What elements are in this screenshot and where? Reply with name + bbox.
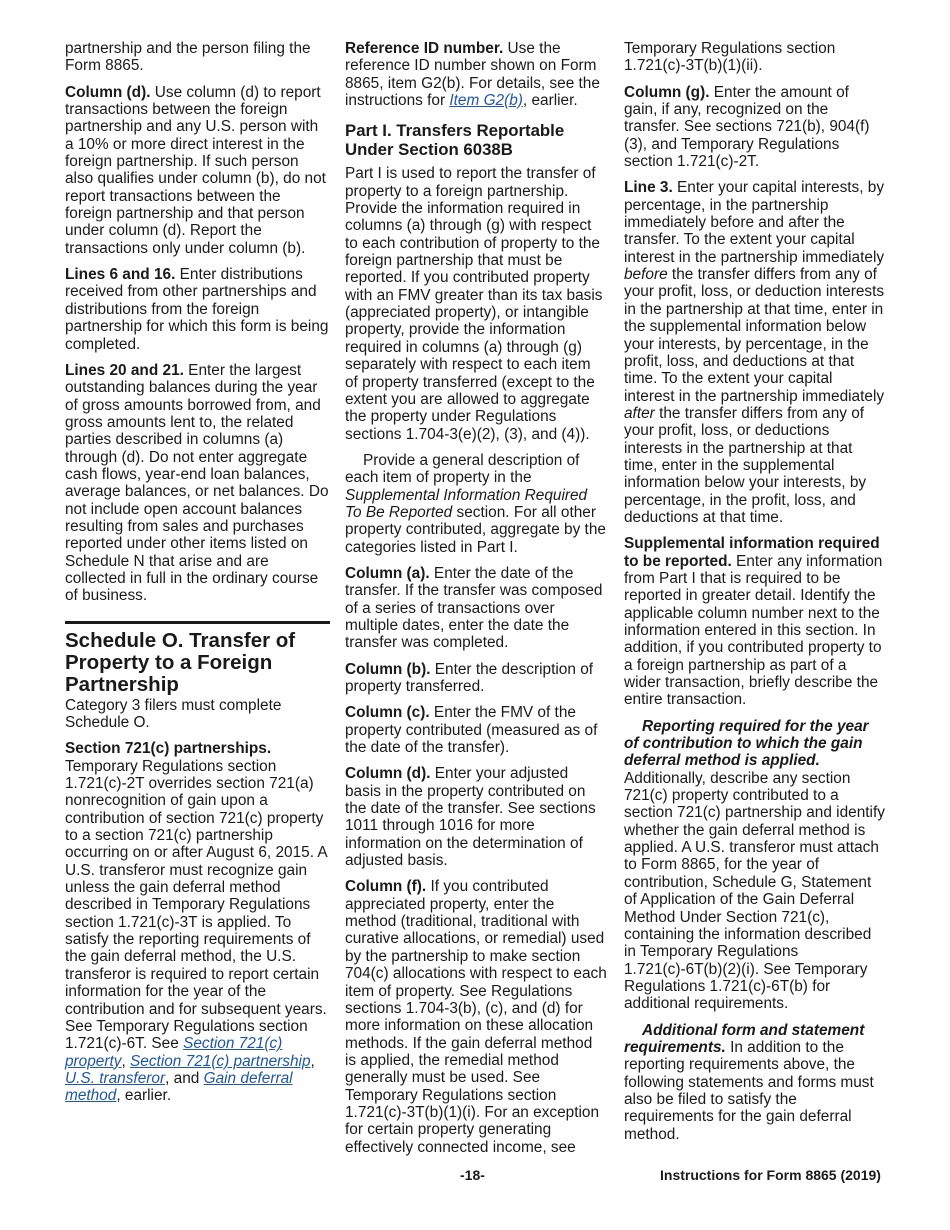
italic-text: before: [624, 266, 668, 284]
schedule-o-subtitle: [65, 697, 330, 732]
lead-heading: Column (g).: [624, 83, 710, 101]
paragraph-column-a: [345, 565, 607, 652]
column-right: [624, 40, 886, 1152]
footer-form-title: Instructions for Form 8865 (2019): [660, 1167, 881, 1183]
lead-heading: Reference ID number.: [345, 40, 504, 57]
text: partnership and the person filing the Form 8865.: [65, 40, 311, 75]
text: If you contributed appreciated property, enter the method (traditional, traditional with curative allocations, or remedial) used by the partnership to make section 704(c) allocations with respect to each item of property. See Regulations sections 1.704-3(b), (c), and (d) for more information on these allocation methods. If the gain deferral method is applied, the remedial method generally must be used. See Temporary Regulations section 1.721(c)-3T(b)(1)(i). For an exception for certain property generating effectively connected income, see: [345, 878, 607, 1156]
lead-heading: Column (b).: [345, 660, 431, 678]
text: Category 3 filers must complete Schedule O.: [65, 696, 282, 731]
lead-heading: Supplemental information required to be reported.: [624, 535, 880, 570]
bold-italic-heading: Additional form and statement requirements.: [624, 1021, 865, 1056]
link-gain-deferral-method[interactable]: Gain deferral method: [65, 1069, 293, 1105]
text: Enter the description of property transferred.: [345, 660, 594, 695]
text: the transfer differs from any of your profit, loss, or deductions interests in the partnership at that time, enter in the supplemental information below your interests, by percentage, in the profit, loss, and deductions at that time.: [624, 404, 867, 526]
text: Enter any information from Part I that is required to be reported in greater detail. Identify the applicable column number next to the information entered in this section. In addition, if you contributed property to a foreign partnership as part of a wider transaction, briefly describe the entire transaction.: [624, 552, 883, 709]
lead-heading: Column (d).: [65, 83, 151, 101]
italic-text: Supplemental Information Required To Be Reported: [345, 486, 588, 521]
text: Enter the FMV of the property contributed (measured as of the date of the transfer).: [345, 704, 598, 757]
text: Provide a general description of each item of property in the: [345, 451, 580, 487]
text: Part I is used to report the transfer of property to a foreign partnership. Provide the information required in columns (a) through (g) with respect to each contribution of property to the foreign partnership that must be reported. If you contributed property with an FMV greater than its tax basis (appreciated property), or intangible property, provide the information required in columns (a) through (g) separately with respect to each item of property transferred (except to the extent you are allowed to aggregate the property under Regulations sections 1.704-3(e)(2), (3), and (4)).: [345, 165, 603, 443]
text: In addition to the reporting requirements above, the following statements and forms must also be filed to satisfy the requirements for the gain deferral method.: [624, 1038, 874, 1143]
part-1-heading: Part I. Transfers Reportable Under Section 6038B: [345, 121, 565, 160]
link-item-g2b[interactable]: Item G2(b): [449, 92, 523, 110]
text: , earlier.: [116, 1087, 172, 1105]
paragraph-reference-id: [345, 40, 607, 109]
paragraph-column-d: [65, 84, 330, 257]
text: Enter your capital interests, by percentage, in the partnership immediately before and after the transfer. To the extent your capital interest in the partnership immediately: [624, 179, 885, 266]
paragraph-lines-6-16: [65, 266, 330, 353]
text: , and: [165, 1069, 204, 1087]
column-middle: [345, 40, 607, 1165]
paragraph-supplemental-info: [624, 535, 886, 708]
paragraph-column-g: [624, 84, 886, 171]
lead-heading: Column (d).: [345, 765, 431, 783]
lead-heading: Column (c).: [345, 704, 430, 722]
paragraph-general-description: [345, 452, 607, 556]
lead-heading: Lines 20 and 21.: [65, 361, 184, 379]
lead-heading: Section 721(c) partnerships.: [65, 740, 272, 758]
text: Enter your adjusted basis in the property contributed on the date of the transfer. See sections 1011 through 1016 for more information on the determination of adjusted basis.: [345, 765, 596, 870]
text: Use column (d) to report transactions between the foreign partnership and any U.S. person with a 10% or more direct interest in the foreign partnership. If such person also qualifies under column (b), do not report transactions between the foreign partnership and that person under column (d). Report the transactions only under column (b).: [65, 83, 326, 257]
paragraph-line-3: [624, 179, 886, 526]
lead-heading: Column (a).: [345, 564, 430, 582]
lead-heading: Line 3.: [624, 179, 673, 197]
link-section-721c-partnership[interactable]: Section 721(c) partnership: [130, 1052, 311, 1070]
paragraph-continuation: [624, 40, 886, 75]
text: Enter the largest outstanding balances during the year of gross amounts borrowed from, and gross amounts lent to, the related parties described in columns (a) through (d). Do not enter aggregate cash flows, year-end loan balances, average balances, or net balances. Do not include open account balances resulting from sales and purchases reported under other items listed on Schedule N that arise and are collected in full in the ordinary course of business.: [65, 361, 329, 605]
lead-heading: Column (f).: [345, 878, 427, 896]
paragraph-column-f: [345, 878, 607, 1156]
text: Temporary Regulations section 1.721(c)-3T(b)(1)(ii).: [624, 40, 836, 75]
paragraph-column-c: [345, 704, 607, 756]
text: Temporary Regulations section 1.721(c)-2T overrides section 721(a) nonrecognition of gain upon a contribution of section 721(c) property to a section 721(c) partnership occurring on or after August 6, 2015. A U.S. transferor must recognize gain unless the gain deferral method described in Temporary Regulations section 1.721(c)-3T is applied. To satisfy the reporting requirements of the gain deferral method, the U.S. transferor is required to report certain information for the year of the contribution and for subsequent years. See Temporary Regulations section 1.721(c)-6T. See: [65, 757, 327, 1053]
paragraph-lines-20-21: [65, 362, 330, 605]
text: Enter the date of the transfer. If the transfer was composed of a series of transactions over multiple dates, enter the date the transfer was completed.: [345, 564, 603, 652]
lead-heading: Lines 6 and 16.: [65, 266, 176, 284]
text: ,: [121, 1052, 131, 1070]
text: section. For all other property contributed, aggregate by the categories listed in Part I.: [345, 503, 606, 556]
paragraph-section-721c: [65, 740, 330, 1104]
paragraph-continuation: [65, 40, 330, 75]
text: Use the reference ID number shown on Form 8865, item G2(b). For details, see the instructions for: [345, 40, 600, 110]
paragraph-part-1: [345, 165, 607, 443]
bold-italic-heading: Reporting required for the year of contribution to which the gain deferral method is applied.: [624, 717, 869, 770]
text: , earlier.: [522, 92, 578, 110]
page-number: -18-: [460, 1167, 485, 1183]
text: Enter distributions received from other partnerships and distributions from the foreign partnership for which this form is being completed.: [65, 266, 329, 353]
italic-text: after: [624, 404, 655, 422]
link-section-721c-property[interactable]: Section 721(c) property: [65, 1035, 283, 1070]
paragraph-additional-requirements: [624, 1022, 886, 1143]
paragraph-column-d: [345, 765, 607, 869]
link-us-transferor[interactable]: U.S. transferor: [65, 1069, 166, 1087]
text: ,: [310, 1052, 315, 1070]
paragraph-reporting-required: [624, 718, 886, 1013]
paragraph-column-b: [345, 661, 607, 696]
text: Additionally, describe any section 721(c) property contributed to a section 721(c) partnership and identify whether the gain deferral method is applied. A U.S. transferor must attach to Form 8865, for the year of contribution, Schedule G, Statement of Application of the Gain Deferral Method Under Section 721(c), containing the information described in Temporary Regulations 1.721(c)-6T(b)(2)(i). See Temporary Regulations 1.721(c)-6T(b) for additional requirements.: [624, 769, 885, 1013]
column-left: [65, 40, 330, 1114]
text: Enter the amount of gain, if any, recognized on the transfer. See sections 721(b), 904(f)(3), and Temporary Regulations section 1.721(c)-2T.: [624, 83, 870, 171]
schedule-o-title: Schedule O. Transfer of Property to a Foreign Partnership: [65, 628, 296, 696]
section-divider: [65, 621, 330, 624]
text: the transfer differs from any of your profit, loss, or deduction interests in the partnership at that time, enter in the supplemental information below your interests, by percentage, in the profit, loss, and deductions at that time. To the extent your capital interest in the partnership immediately: [624, 266, 885, 405]
